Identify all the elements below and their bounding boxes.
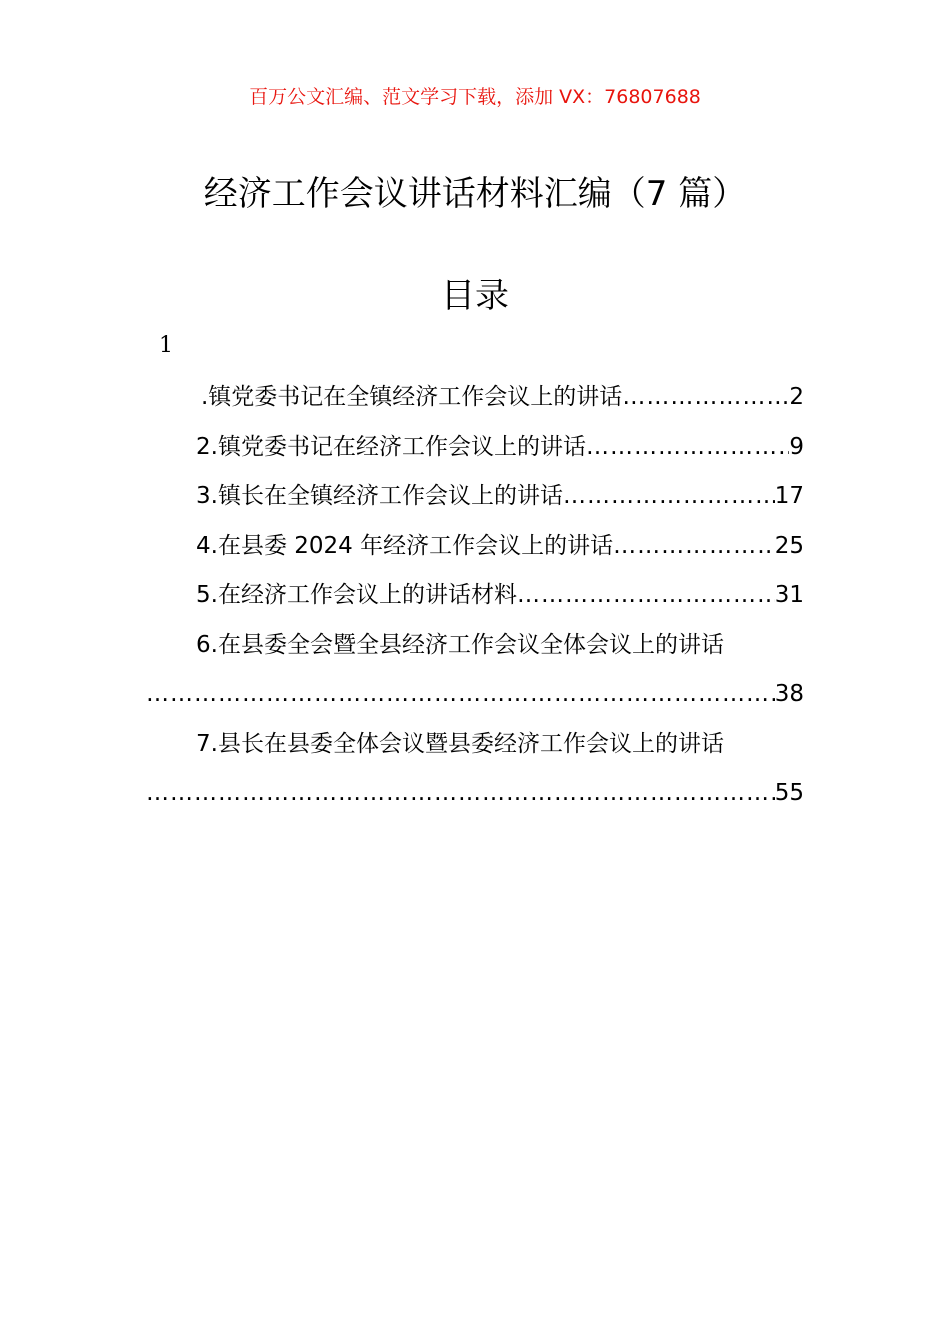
toc-entry-label[interactable]: 2.镇党委书记在经济工作会议上的讲话 <box>196 433 586 460</box>
toc-entry[interactable] <box>146 571 804 621</box>
header-note: 百万公文汇编、范文学习下载，添加 VX：76807688 <box>249 86 701 108</box>
toc-entry[interactable] <box>146 621 804 720</box>
toc-entry-page[interactable]: 2 <box>789 384 804 410</box>
toc-entry[interactable] <box>146 522 804 572</box>
toc-entry-label[interactable]: 3.镇长在全镇经济工作会议上的讲话 <box>196 483 563 509</box>
toc-entry-page[interactable]: 55 <box>774 780 804 806</box>
toc-leader-dots <box>146 670 775 720</box>
toc-entry-page[interactable]: 38 <box>774 681 804 707</box>
toc-leader-dots <box>563 472 775 522</box>
toc-entry[interactable] <box>146 423 804 473</box>
toc-leader-dots <box>622 373 789 423</box>
toc-heading: 目录 <box>441 276 509 316</box>
table-of-contents <box>146 373 804 819</box>
toc-entry[interactable] <box>146 472 804 522</box>
toc-entry-label[interactable]: .镇党委书记在全镇经济工作会议上的讲话 <box>201 384 623 410</box>
toc-entry-page[interactable]: 9 <box>789 433 804 460</box>
toc-entry-label[interactable]: 5.在经济工作会议上的讲话材料 <box>196 582 517 608</box>
toc-leader-dots <box>586 423 789 473</box>
toc-entry-label[interactable]: 4.在县委 2024 年经济工作会议上的讲话 <box>196 532 614 559</box>
toc-entry[interactable] <box>146 720 804 819</box>
toc-entry[interactable] <box>146 373 804 423</box>
toc-entry-label[interactable]: 6.在县委全会暨全县经济工作会议全体会议上的讲话 <box>196 631 724 658</box>
toc-entry-label[interactable]: 7.县长在县委全体会议暨县委经济工作会议上的讲话 <box>196 730 724 757</box>
stray-number: 1 <box>159 333 173 358</box>
toc-entry-page[interactable]: 25 <box>774 532 804 559</box>
toc-entry-page[interactable]: 31 <box>774 582 804 608</box>
toc-leader-dots <box>613 522 775 572</box>
toc-leader-dots <box>517 571 775 621</box>
document-title: 经济工作会议讲话材料汇编（7 篇） <box>203 174 747 214</box>
toc-leader-dots <box>146 769 775 819</box>
toc-entry-page[interactable]: 17 <box>774 483 804 509</box>
